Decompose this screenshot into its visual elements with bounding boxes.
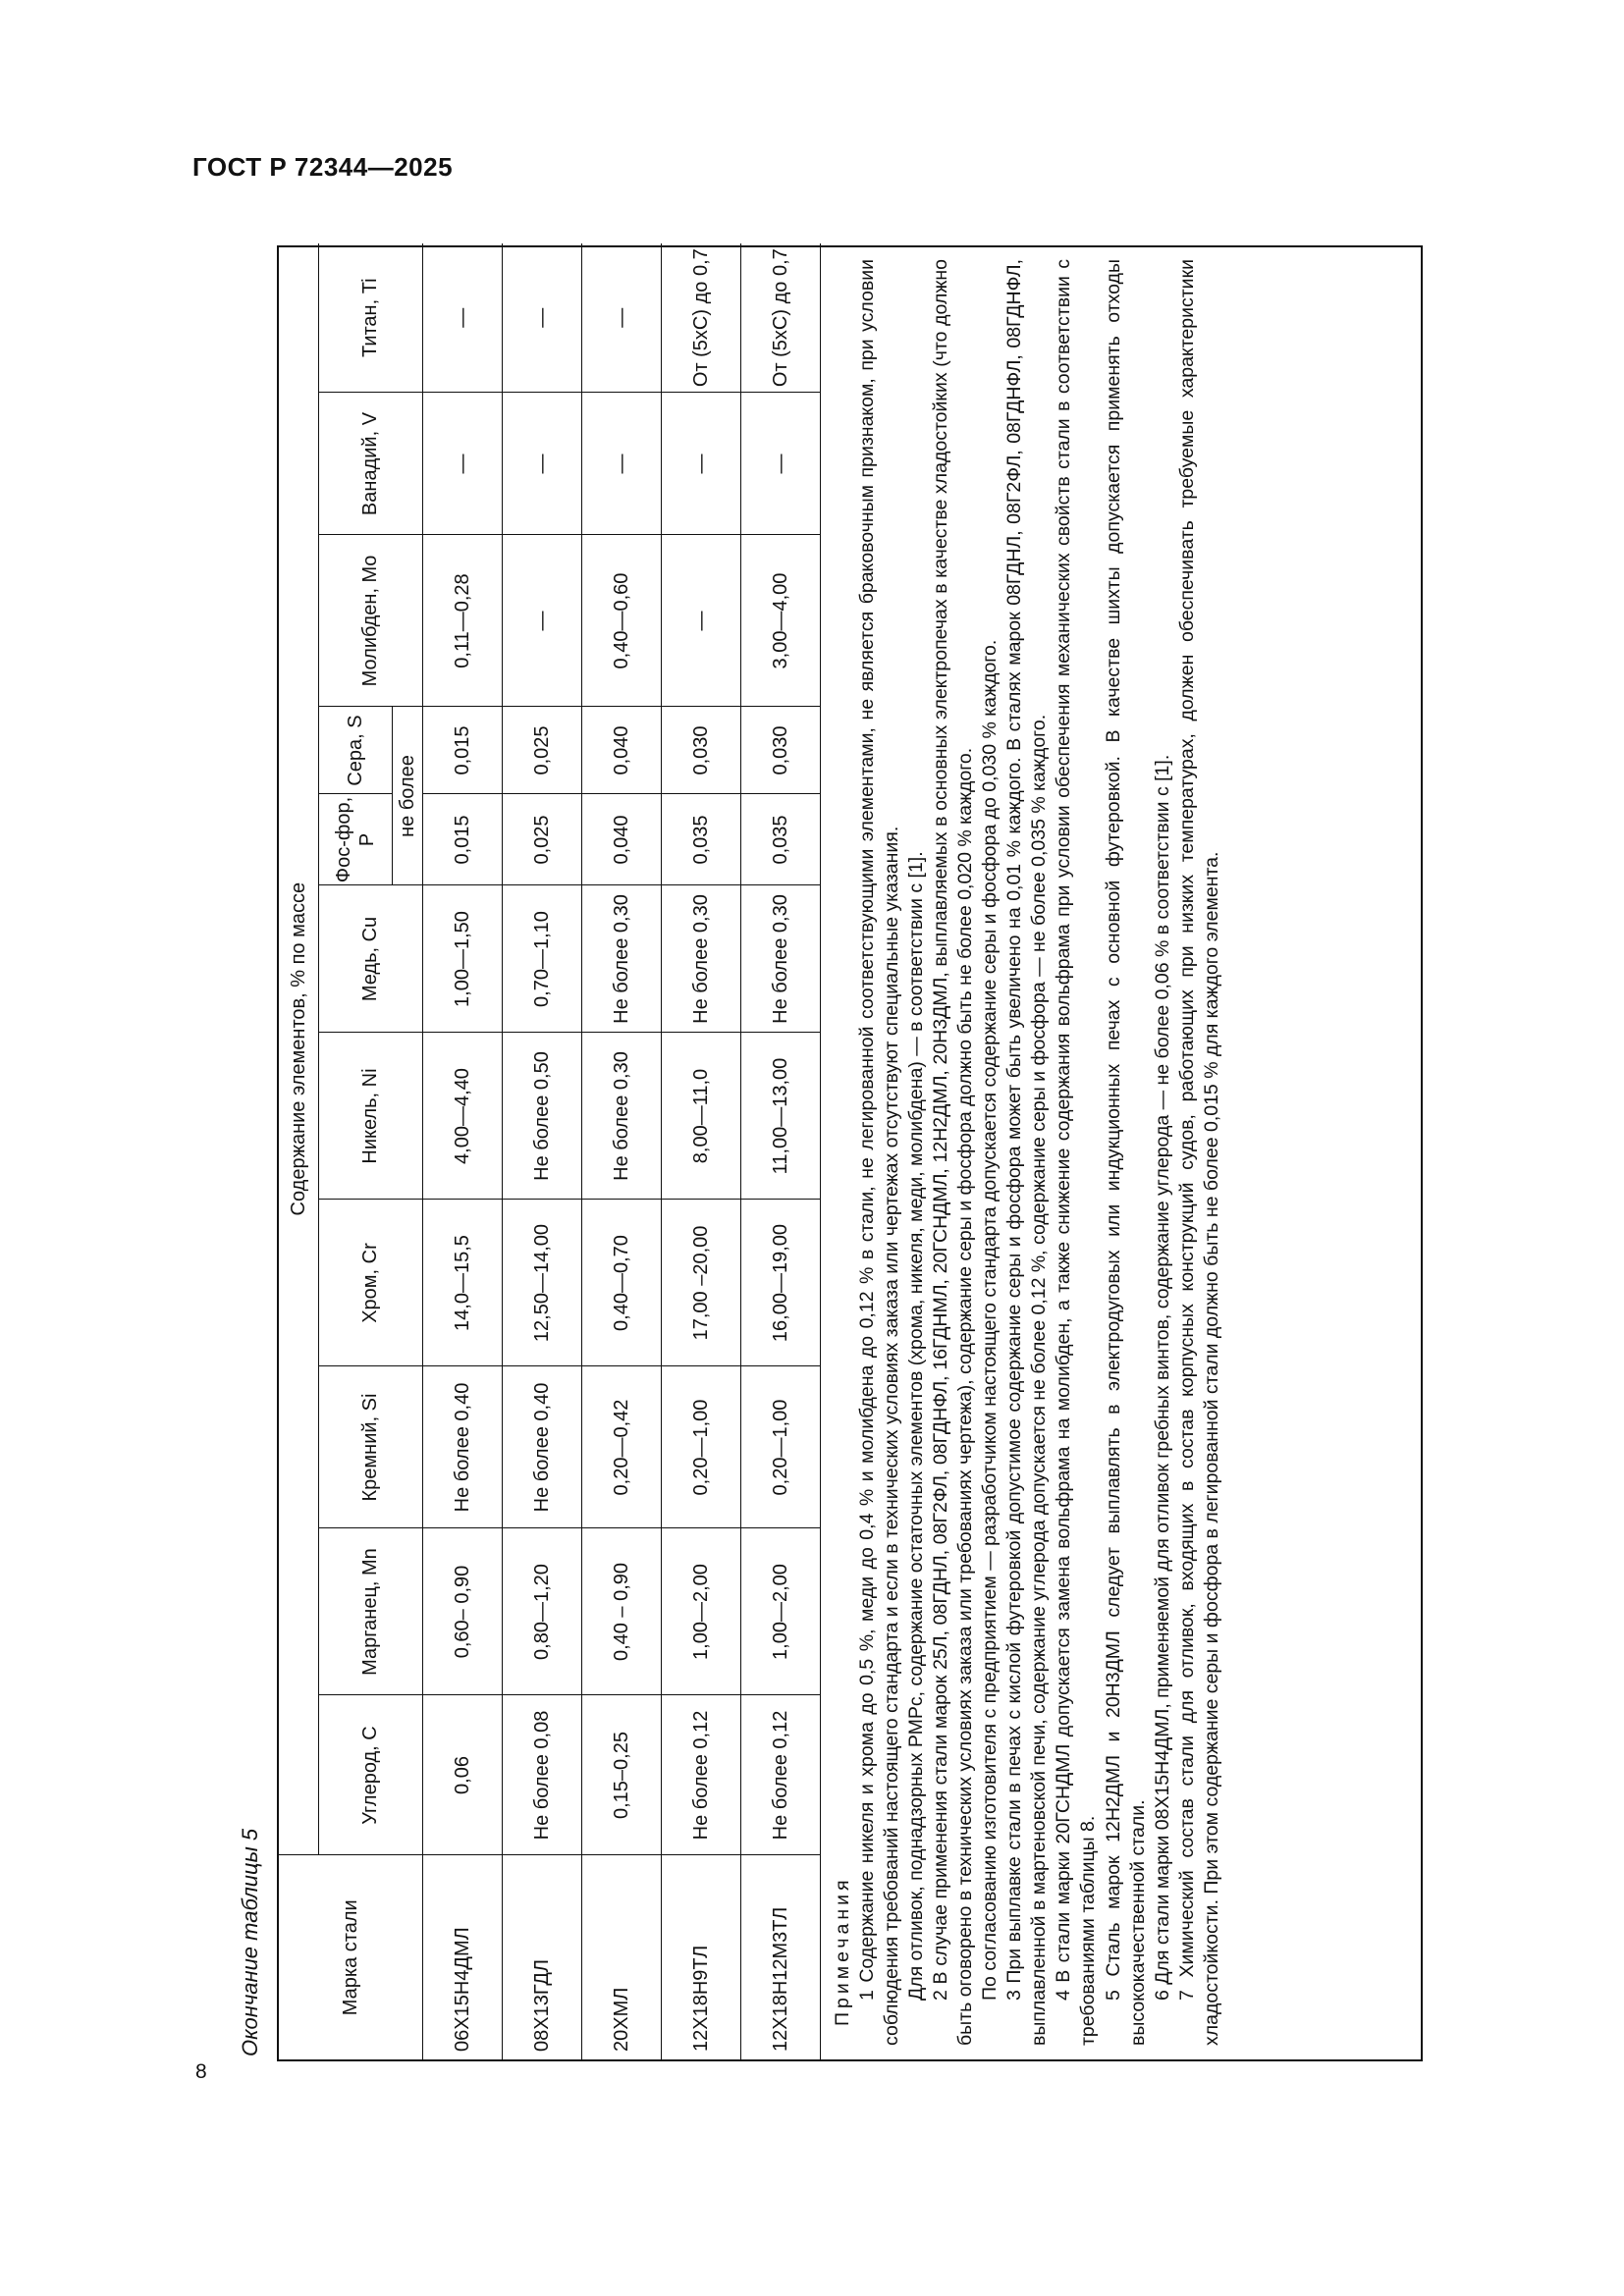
composition-table [279, 243, 821, 2059]
note-paragraph: 5 Сталь марок 12Н2ДМЛ и 20Н3ДМЛ следует выплавлять в электродуговых или индукционных печах с основной футеровкой. В качестве шихты допускается применять отходы высококачественной стали. [1102, 259, 1149, 2046]
table-cell: 0,40—0,70 [581, 1200, 661, 1366]
note-paragraph: 2 В случае применения стали марок 25Л, 08ГДНЛ, 08Г2ФЛ, 08ГДНФЛ, 16ГДНМЛ, 20ГСНДМЛ, 12Н2ДМЛ, 20Н3ДМЛ, выплавляемых в основных электропечах в качестве хладостойких (что должно быть оговорено в технических условиях заказа или требованиях чертежа), содержание серы и фосфора должно быть не более 0,020 % каждого. [929, 259, 976, 2046]
table-cell: 0,040 [581, 707, 661, 794]
table-cell: 0,030 [740, 707, 820, 794]
table-cell: 0,025 [502, 794, 581, 885]
note-paragraph: 1 Содержание никеля и хрома до 0,5 %, меди до 0,4 % и молибдена до 0,12 % в стали, не легированной соответствующими элементами, не является браковочным признаком, при условии соблюдения требований настоящего стандарта и если в технических условиях заказа или чертежах отсутствуют специальные указания. [855, 259, 902, 2046]
table-cell: 17,00 –20,00 [661, 1200, 740, 1366]
table-cell: 0,20—0,42 [581, 1366, 661, 1528]
note-paragraph: 3 При выплавке стали в печах с кислой футеровкой допустимое содержание серы и фосфора может быть увеличено на 0,01 % каждого. В сталях марок 08ГДНЛ, 08Г2ФЛ, 08ГДНФЛ, 08ГДНФЛ, выплавленной в мартеновской печи, содержание углерода допускается не более 0,12 %, содержание серы и фосфора — не более 0,035 % каждого. [1003, 259, 1051, 2046]
table-cell: 0,015 [422, 707, 502, 794]
table-cell: 14,0—15,5 [422, 1200, 502, 1366]
table-cell: От (5хС) до 0,7 [661, 243, 740, 393]
table-body [422, 243, 820, 2059]
table-cell: Не более 0,30 [581, 1033, 661, 1200]
table-cell: — [581, 243, 661, 393]
table-caption: Окончание таблицы 5 [238, 1828, 262, 2056]
document-header: ГОСТ Р 72344—2025 [192, 152, 454, 182]
table-cell: 0,60– 0,90 [422, 1528, 502, 1695]
table-cell: 11,00—13,00 [740, 1033, 820, 1200]
table-cell: 0,11—0,28 [422, 535, 502, 707]
table-cell: От (5хС) до 0,7 [740, 243, 820, 393]
col-header: Ванадий, V [318, 393, 422, 535]
table-cell: Не более 0,50 [502, 1033, 581, 1200]
col-header: Углерод, С [318, 1695, 422, 1855]
table-cell: 0,035 [740, 794, 820, 885]
note-paragraph: По согласованию изготовителя с предприятием — разработчиком настоящего стандарта допускается содержание серы и фосфора до 0,030 % каждого. [979, 639, 1001, 2001]
note-paragraph: Для отливок, поднадзорных РМРс, содержание остаточных элементов (хрома, никеля, меди, молибдена) — в соответствии с [1]. [904, 851, 927, 2001]
table-cell: — [502, 535, 581, 707]
note-paragraph: 7 Химический состав стали для отливок, входящих в состав корпусных конструкций судов, работающих при низких температурах, должен обеспечивать требуемые характеристики хладостойкости. При этом содержание серы и фосфора в легированной стали должно быть не более 0,015 % для каждого элемента. [1175, 259, 1222, 2046]
table-cell: Не более 0,30 [581, 885, 661, 1033]
table-cell: 1,00—1,50 [422, 885, 502, 1033]
table-cell: — [422, 243, 502, 393]
col-grade-header: Марка стали [279, 1855, 422, 2059]
rotated-table-page [236, 245, 1424, 2061]
table-cell: 0,030 [661, 707, 740, 794]
table-cell: 0,70—1,10 [502, 885, 581, 1033]
table-cell: 0,15–0,25 [581, 1695, 661, 1855]
note-paragraph: 6 Для стали марки 08Х15Н4ДМЛ, применяемой для отливок гребных винтов, содержание углерода — не более 0,06 % в соответствии с [1]. [1151, 754, 1173, 2001]
table-cell: 12,50—14,00 [502, 1200, 581, 1366]
col-header: Фос-фор, Р [318, 794, 392, 885]
table-row [581, 243, 661, 2059]
steel-grade-cell: 20ХМЛ [581, 1855, 661, 2059]
steel-grade-cell: 12Х18Н9ТЛ [661, 1855, 740, 2059]
table-row [740, 243, 820, 2059]
table-cell: — [740, 393, 820, 535]
col-header: Медь, Cu [318, 885, 422, 1033]
table-cell: — [422, 393, 502, 535]
table-cell: — [502, 243, 581, 393]
table-cell: 0,040 [581, 794, 661, 885]
table-cell: 0,80—1,20 [502, 1528, 581, 1695]
table-cell: Не более 0,30 [661, 885, 740, 1033]
col-header: Марганец, Mn [318, 1528, 422, 1695]
col-header: Молибден, Mo [318, 535, 422, 707]
table-cell: 0,20—1,00 [740, 1366, 820, 1528]
table-cell: 0,06 [422, 1695, 502, 1855]
note-paragraph: 4 В стали марки 20ГСНДМЛ допускается замена вольфрама на молибден, а также снижение содержания вольфрама при условии обеспечения механических свойств стали в соответствии с требованиями таблицы 8. [1053, 259, 1100, 2046]
table-row [502, 243, 581, 2059]
table-row [422, 243, 502, 2059]
table-cell: — [661, 393, 740, 535]
table-cell: 0,035 [661, 794, 740, 885]
table-cell: — [581, 393, 661, 535]
group-header: Содержание элементов, % по массе [279, 243, 318, 1855]
table-cell: 0,20—1,00 [661, 1366, 740, 1528]
subheader-no-more-than: не более [392, 707, 422, 885]
table-cell: 1,00—2,00 [740, 1528, 820, 1695]
steel-grade-cell: 12Х18Н12М3ТЛ [740, 1855, 820, 2059]
notes-section [821, 247, 1225, 2059]
col-header: Кремний, Si [318, 1366, 422, 1528]
col-header: Титан, Ti [318, 243, 422, 393]
col-header: Сера, S [318, 707, 392, 794]
table-cell: 0,025 [502, 707, 581, 794]
table-cell: Не более 0,12 [740, 1695, 820, 1855]
table-cell: 4,00—4,40 [422, 1033, 502, 1200]
table-frame [277, 245, 1423, 2061]
page-number: 8 [195, 2060, 207, 2083]
table-cell: 16,00—19,00 [740, 1200, 820, 1366]
table-cell: — [661, 535, 740, 707]
table-cell: 0,40 – 0,90 [581, 1528, 661, 1695]
table-cell: Не более 0,08 [502, 1695, 581, 1855]
col-header: Никель, Ni [318, 1033, 422, 1200]
table-cell: Не более 0,40 [422, 1366, 502, 1528]
table-cell: — [502, 393, 581, 535]
table-cell: Не более 0,30 [740, 885, 820, 1033]
steel-grade-cell: 08Х13ГДЛ [502, 1855, 581, 2059]
col-header: Хром, Cr [318, 1200, 422, 1366]
table-cell: Не более 0,40 [502, 1366, 581, 1528]
steel-grade-cell: 06Х15Н4ДМЛ [422, 1855, 502, 2059]
notes-title: Примечания [831, 1876, 853, 2026]
table-cell: Не более 0,12 [661, 1695, 740, 1855]
table-cell: 0,40—0,60 [581, 535, 661, 707]
table-cell: 3,00—4,00 [740, 535, 820, 707]
table-cell: 0,015 [422, 794, 502, 885]
table-cell: 8,00—11,0 [661, 1033, 740, 1200]
table-cell: 1,00—2,00 [661, 1528, 740, 1695]
table-row [661, 243, 740, 2059]
